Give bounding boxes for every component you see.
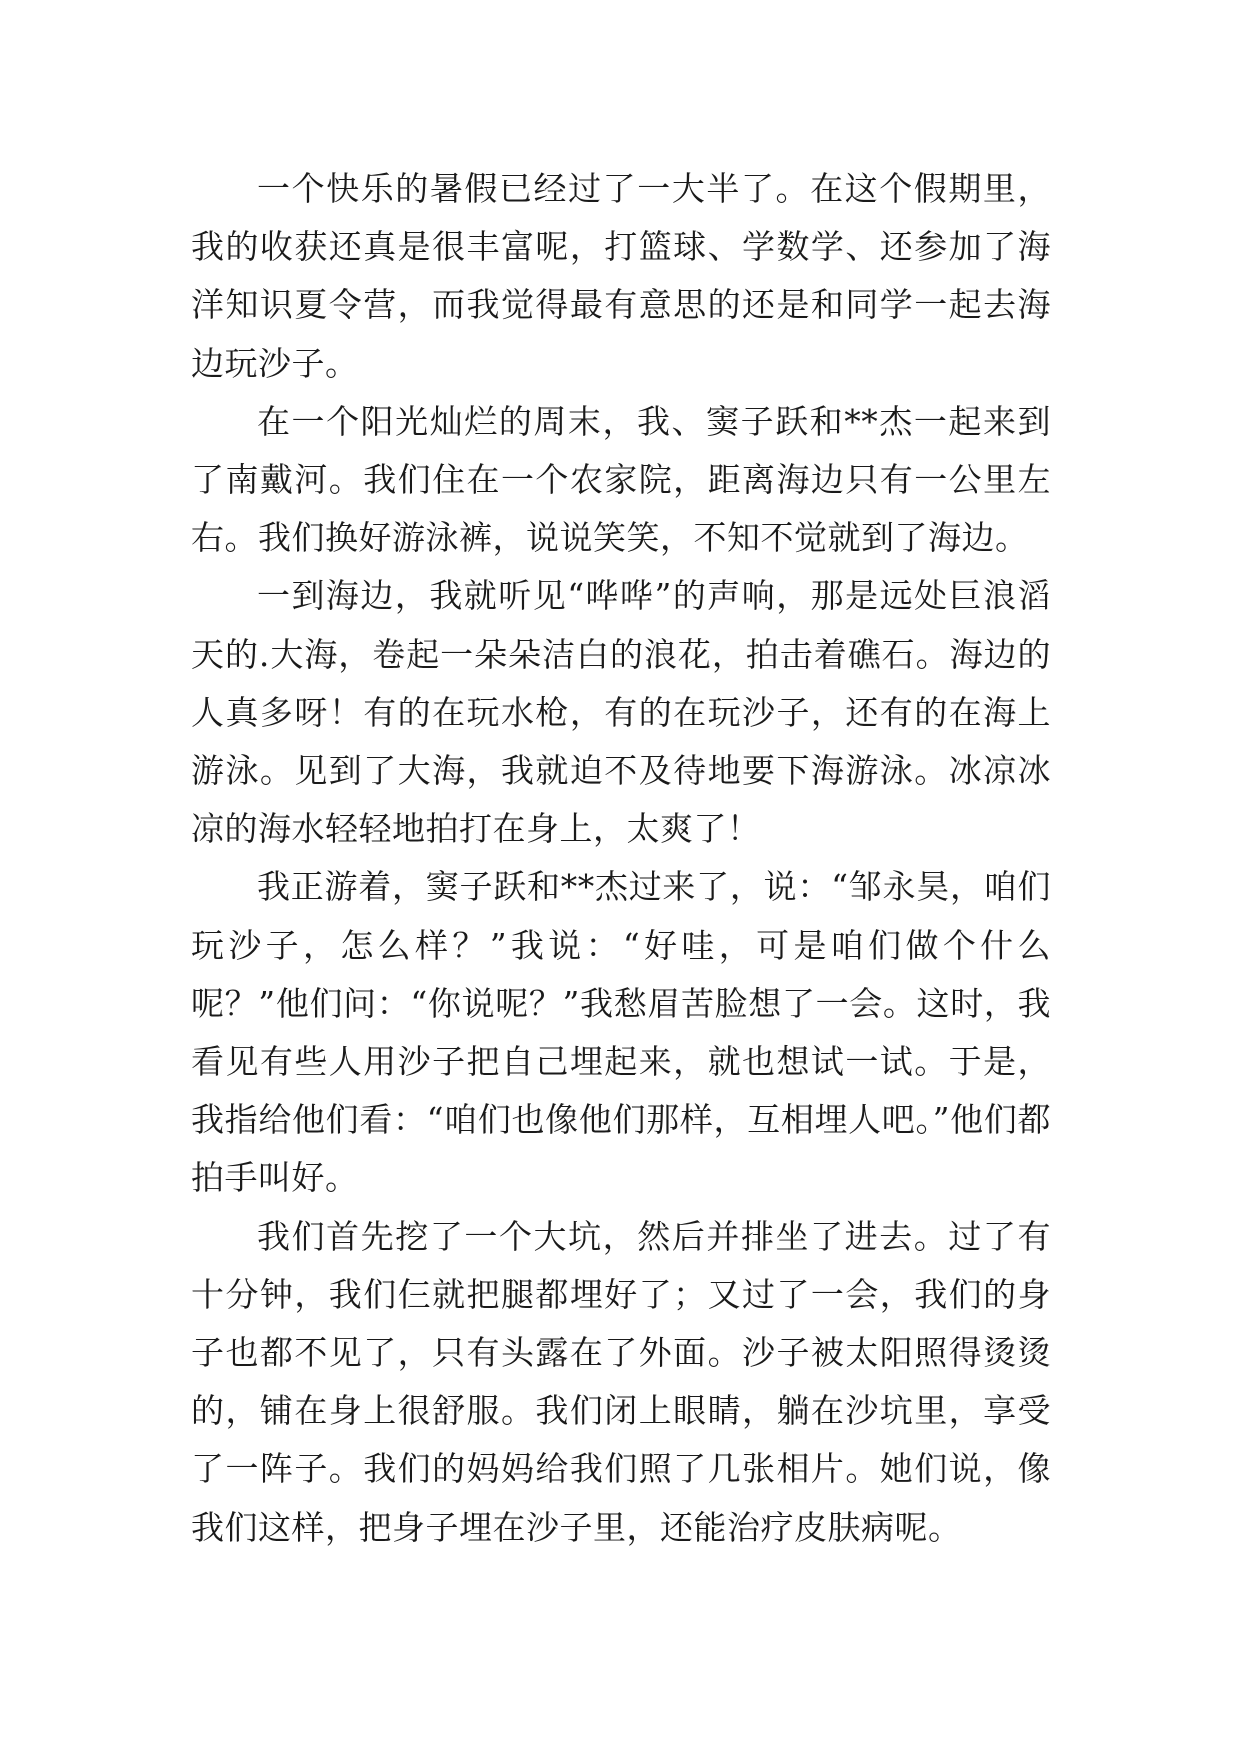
paragraph-5: 我们首先挖了一个大坑，然后并排坐了进去。过了有十分钟，我们仨就把腿都埋好了；又过了一会，我们的身子也都不见了，只有头露在了外面。沙子被太阳照得烫烫的，铺在身上很舒服。我们闭上眼睛，躺在沙坑里，享受了一阵子。我们的妈妈给我们照了几张相片。她们说，像我们这样，把身子埋在沙子里，还能治疗皮肤病呢。: [191, 1216, 1051, 1547]
paragraph-4: 我正游着，窦子跃和**杰过来了，说：“邹永昊，咱们玩沙子，怎么样？”我说：“好哇，可是咱们做个什么呢？”他们问：“你说呢？”我愁眉苦脸想了一会。这时，我看见有些人用沙子把自己埋起来，就也想试一试。于是，我指给他们看：“咱们也像他们那样，互相埋人吧。”他们都拍手叫好。: [191, 867, 1051, 1198]
essay-body: [191, 160, 1051, 1557]
paragraph-1: 一个快乐的暑假已经过了一大半了。在这个假期里，我的收获还真是很丰富呢，打篮球、学数学、还参加了海洋知识夏令营，而我觉得最有意思的还是和同学一起去海边玩沙子。: [191, 169, 1051, 383]
paragraph-3: 一到海边，我就听见“哗哗”的声响，那是远处巨浪滔天的.大海，卷起一朵朵洁白的浪花，拍击着礁石。海边的人真多呀！有的在玩水枪，有的在玩沙子，还有的在海上游泳。见到了大海，我就迫不及待地要下海游泳。冰凉冰凉的海水轻轻地拍打在身上，太爽了！: [191, 576, 1051, 849]
paragraph-2: 在一个阳光灿烂的周末，我、窦子跃和**杰一起来到了南戴河。我们住在一个农家院，距离海边只有一公里左右。我们换好游泳裤，说说笑笑，不知不觉就到了海边。: [191, 401, 1051, 558]
